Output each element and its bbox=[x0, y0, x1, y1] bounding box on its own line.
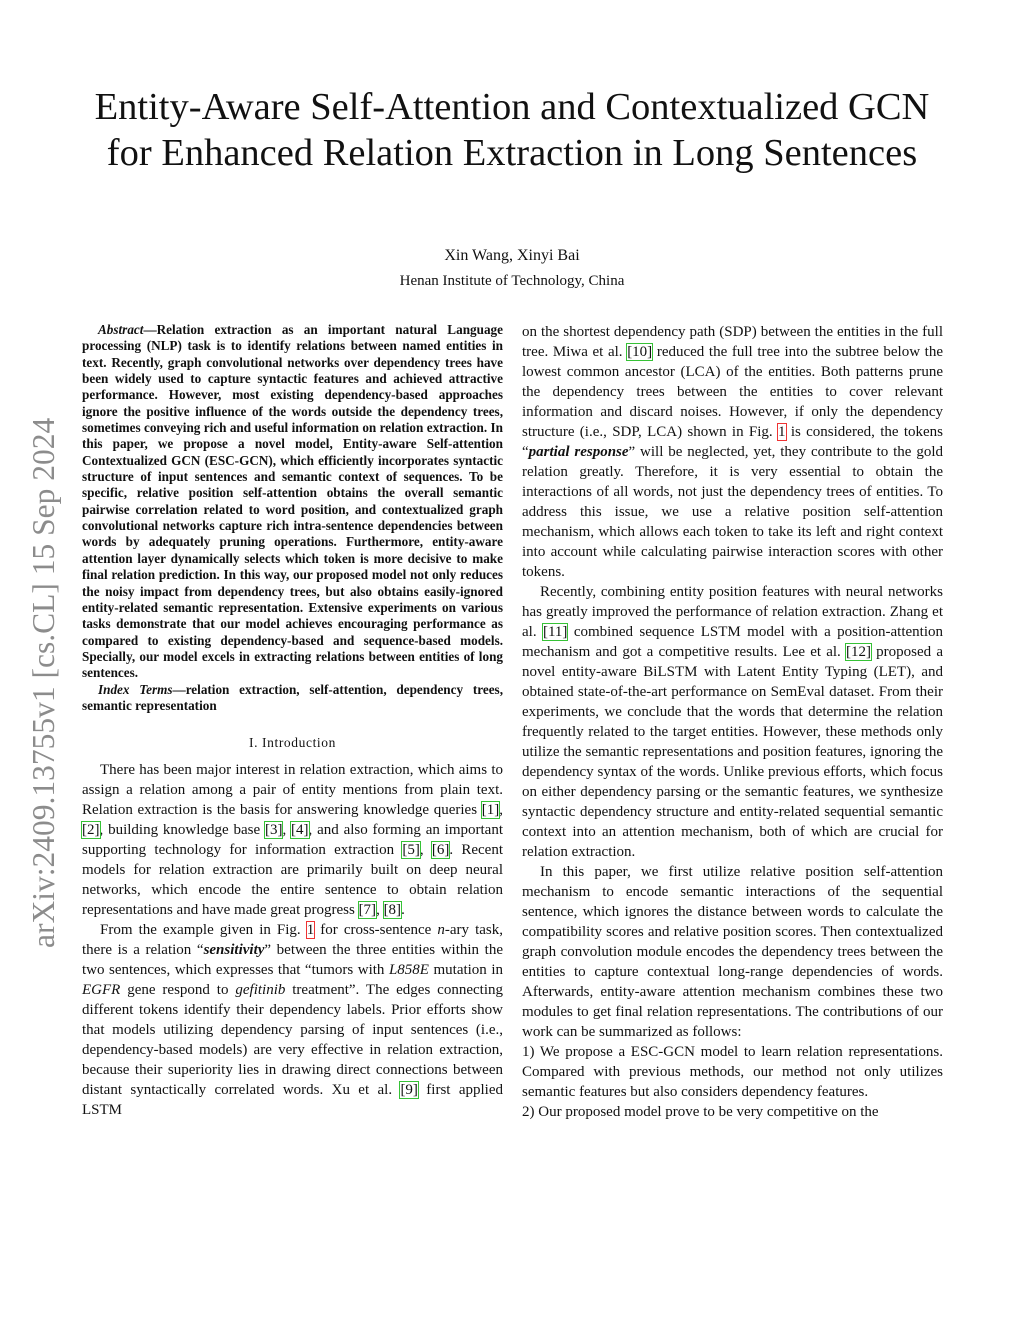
intro-paragraph-5: In this paper, we first utilize relative position self-attention mechanism to encode semantic interactions of the sequential sentence, which ignores the distance between words to calculate the compatibility scores and relative position scores. Then contextualized graph convolution module encodes the dependency trees between the entities to capture contextual long-range dependencies of words. Afterwards, entity-aware attention mechanism combines these two modules to get final relation representations. The contributions of our work can be summarized as follows: bbox=[522, 864, 943, 1040]
abstract-text: —Relation extraction as an important natural Language processing (NLP) task is to identify relations between named entities in text. Recently, graph convolutional networks over dependency trees have been widely used to capture syntactic features and achieved attractive performance. However, most existing dependency-based approaches ignore the positive influence of the words outside the dependency trees, sometimes conveying rich and useful information on relation extraction. In this paper, we propose a novel model, Entity-aware Self-attention Contextualized GCN (ESC-GCN), which efficiently incorporates syntactic structure of input sentences and semantic context of sequences. To be specific, relative position self-attention obtains the overall semantic pairwise correlation related to word position, and contextualized graph convolutional networks capture rich intra-sentence dependencies between words by adequately pruning operations. Furthermore, entity-aware attention layer dynamically selects which token is more decisive to make final relation prediction. In this way, our proposed model not only reduces the noisy impact from dependency trees, but also obtains easily-ignored entity-related semantic representation. Extensive experiments on various tasks demonstrate that our model achieves encouraging performance as compared to existing dependency-based and sequence-based models. Specially, our model excels in extracting relations between entities of long sentences. bbox=[82, 322, 503, 681]
index-terms bbox=[82, 682, 503, 715]
paper-title: Entity-Aware Self-Attention and Contextualized GCN for Enhanced Relation Extraction in Long Sentences bbox=[94, 86, 930, 174]
intro-paragraph-3: on the shortest dependency path (SDP) between the entities in the full tree. Miwa et al. [10] reduced the full tree into the subtree below the lowest common ancestor (LCA) of the entities. Both patterns prune the dependency trees between the entities to cover relevant information and discard noises. However, if only the dependency structure (i.e., SDP, LCA) shown in Fig. 1 is considered, the tokens “partial response” will be neglected, yet, they contribute to the gold relation greatly. Therefore, it is very essential to obtain the interactions of all words, not just the dependency trees of entities. To address this issue, we use a relative position self-attention mechanism, which allows each token to take its left and right context into account while calculating pairwise interaction scores with other tokens. bbox=[522, 324, 944, 580]
affiliation: Henan Institute of Technology, China bbox=[399, 273, 625, 289]
citation-link[interactable]: [2] bbox=[82, 822, 100, 839]
intro-paragraph-2: From the example given in Fig. 1 for cross-sentence n-ary task, there is a relation “sensitivity” between the three entities within the two sentences, which expresses that “tumors with L858E mutation in EGFR gene respond to gefitinib treatment”. The edges connecting different tokens identify their dependency labels. Prior efforts show that models utilizing dependency parsing of input sentences (i.e., dependency-based models) are very effective in relation extraction, because their superiority lies in drawing direct connections between distant syntactically correlated words. Xu et al. [9] first applied LSTM bbox=[82, 922, 504, 1119]
citation-link[interactable]: [6] bbox=[431, 842, 450, 859]
citation-link[interactable]: [5] bbox=[402, 842, 420, 859]
citation-link[interactable]: [11] bbox=[542, 624, 568, 640]
citation-link[interactable]: [9] bbox=[400, 1082, 418, 1099]
authors: Xin Wang, Xinyi Bai bbox=[444, 247, 580, 264]
contribution-item-1: 1) We propose a ESC-GCN model to learn relation representations. Compared with previous methods, our method not only utilizes semantic features but also considers dependency features. bbox=[522, 1044, 943, 1100]
abstract bbox=[82, 322, 503, 682]
citation-link[interactable]: [12] bbox=[845, 644, 871, 660]
arxiv-identifier: arXiv:2409.13755v1 [cs.CL] 15 Sep 2024 bbox=[26, 417, 61, 948]
citation-link[interactable]: [10] bbox=[627, 344, 653, 360]
citation-link[interactable]: [7] bbox=[358, 902, 377, 919]
left-column bbox=[82, 322, 503, 1120]
citation-link[interactable]: [1] bbox=[481, 802, 500, 819]
index-terms-text: —relation extraction, self-attention, dependency trees, semantic representation bbox=[82, 681, 503, 713]
citation-link[interactable]: [4] bbox=[291, 822, 309, 839]
intro-paragraph-4: Recently, combining entity position features with neural networks has greatly improved the performance of relation extraction. Zhang et al. [11] combined sequence LSTM model with a position-attention mechanism and got a competitive results. Lee et al. [12] proposed a novel entity-aware BiLSTM with Latent Entity Typing (LET), and obtained state-of-the-art performance on SemEval dataset. From their experiments, we conclude that the words that determine the relation frequently related to the target entities. However, these methods only utilize the semantic representations and position features, ignoring the dependency syntax of the words. Unlike previous efforts, which focus on either dependency parsing or the semantic features, we synthesize syntactic dependency structure and entity-related sequential semantic context into an attention mechanism, both of which are crucial for relation extraction. bbox=[522, 584, 943, 860]
citation-link[interactable]: [8] bbox=[383, 902, 402, 919]
citation-link[interactable]: [3] bbox=[264, 822, 283, 839]
figure-reference-link[interactable]: 1 bbox=[306, 922, 315, 939]
index-terms-label: Index Terms bbox=[98, 681, 173, 697]
contribution-item-2: 2) Our proposed model prove to be very competitive on the bbox=[522, 1104, 879, 1120]
intro-paragraph-1: There has been major interest in relation extraction, which aims to assign a relation among a pair of entity mentions from plain text. Relation extraction is the basis for answering knowledge queries [1], [2], building knowledge base [3], [4], and also forming an important supporting technology for information extraction [5], [6]. Recent models for relation extraction are primarily built on deep neural networks, which encode the entire sentence to obtain relation representations and have made great progress [7], [8]. bbox=[82, 762, 503, 919]
figure-reference-link[interactable]: 1 bbox=[778, 424, 786, 440]
section-heading-introduction: I. Introduction bbox=[249, 735, 336, 751]
emphasis-term: sensitivity bbox=[203, 942, 265, 959]
abstract-label: Abstract bbox=[98, 322, 144, 337]
emphasis-term: partial response bbox=[528, 444, 629, 460]
right-column bbox=[522, 322, 943, 1122]
